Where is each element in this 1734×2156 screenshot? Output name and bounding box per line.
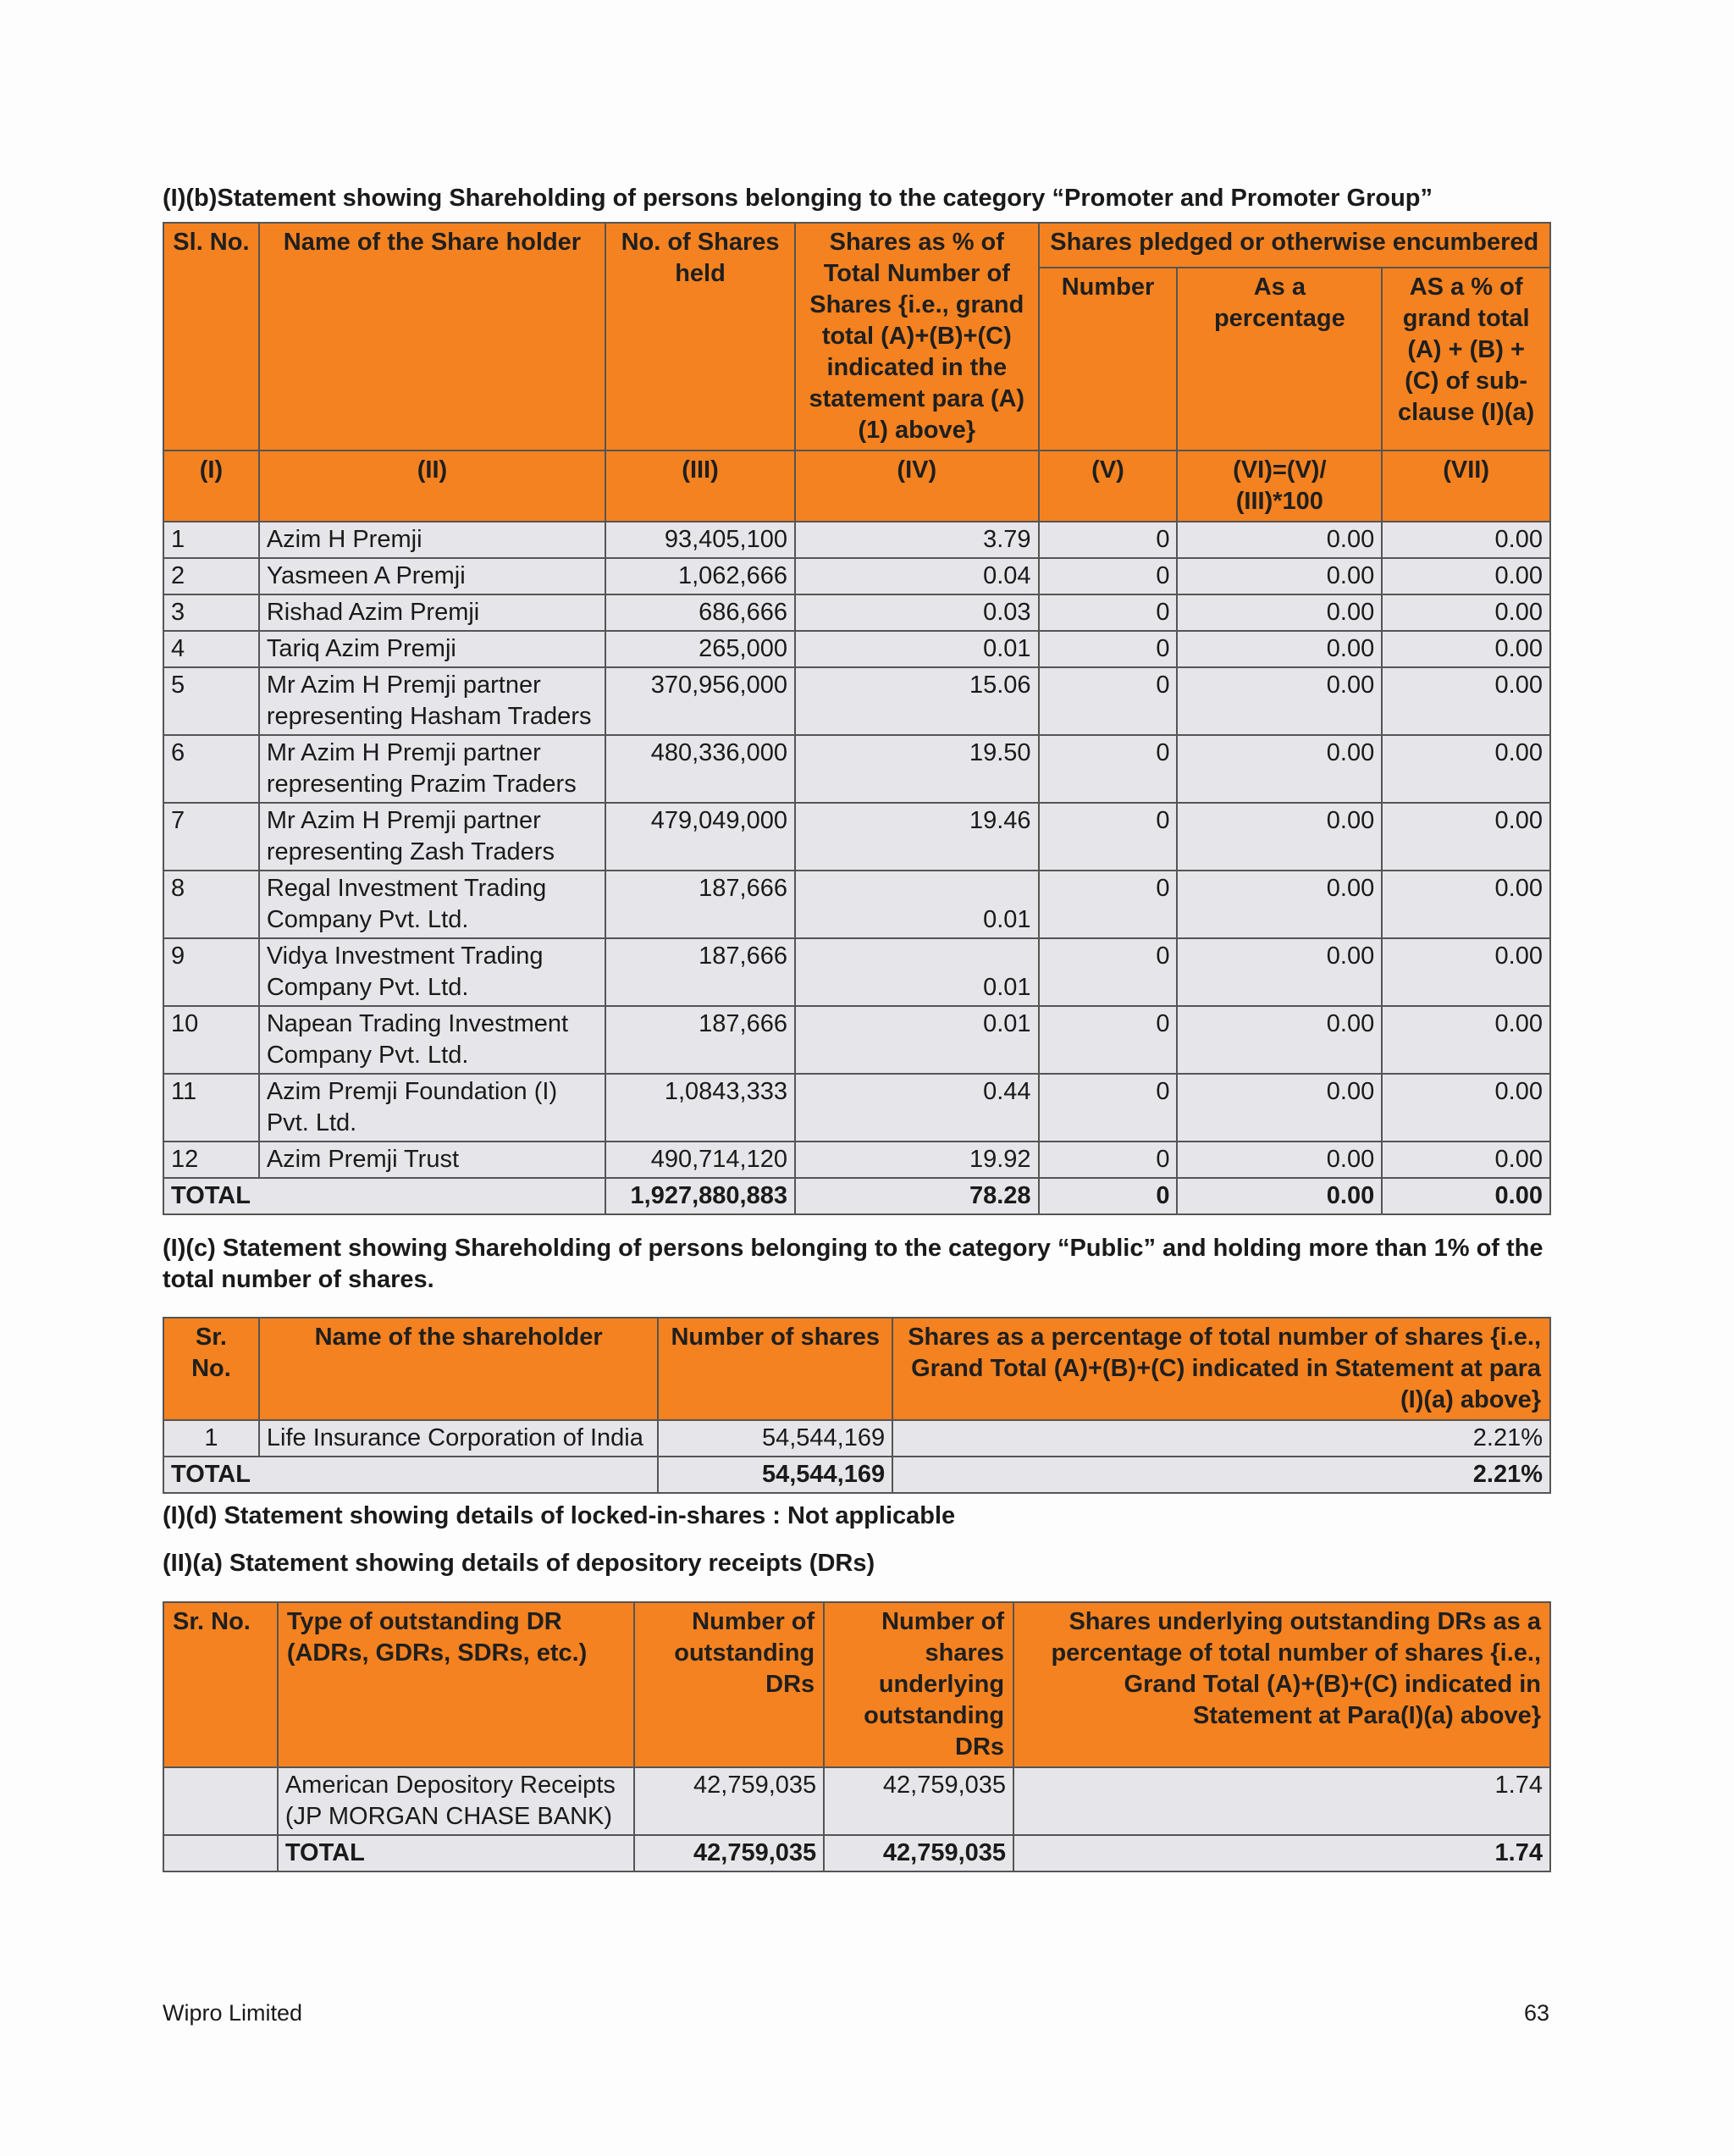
sl-no-cell: 1 xyxy=(163,522,259,558)
shares-held-cell: 265,000 xyxy=(605,631,795,667)
table-row xyxy=(163,1006,1550,1074)
sl-no-cell: 8 xyxy=(163,871,259,938)
shares-pct-cell: 0.04 xyxy=(795,558,1039,594)
pledged-as-percentage-cell: 0.00 xyxy=(1177,594,1382,631)
header-number-of-shares: Number of shares xyxy=(658,1318,892,1420)
table-row xyxy=(163,594,1550,631)
pledged-number-cell: 0 xyxy=(1039,1074,1178,1142)
total-row xyxy=(163,1835,1550,1871)
sl-no-cell: 7 xyxy=(163,803,259,871)
shareholder-name-cell: Vidya Investment Trading Company Pvt. Ltd. xyxy=(259,938,605,1006)
shares-held-cell: 187,666 xyxy=(605,871,795,938)
pledged-grand-pct-cell: 0.00 xyxy=(1382,1142,1550,1178)
roman-header-7: (VII) xyxy=(1382,451,1550,522)
sl-no-cell: 10 xyxy=(163,1006,259,1074)
pledged-as-percentage-cell: 0.00 xyxy=(1177,522,1382,558)
shares-held-cell: 480,336,000 xyxy=(605,735,795,803)
promoter-shareholding-table xyxy=(163,222,1551,1215)
table-row xyxy=(163,938,1550,1006)
pledged-number-cell: 0 xyxy=(1039,938,1178,1006)
shares-held-cell: 686,666 xyxy=(605,594,795,631)
table-row xyxy=(163,803,1550,871)
footer-company: Wipro Limited xyxy=(163,2000,303,2026)
shareholder-name-cell: Azim Premji Trust xyxy=(259,1142,605,1178)
pledged-as-percentage-cell: 0.00 xyxy=(1177,803,1382,871)
header-outstanding-drs: Number of outstanding DRs xyxy=(634,1602,824,1767)
page-number: 63 xyxy=(1523,2000,1549,2026)
header-shares-held: No. of Shares held xyxy=(605,223,795,451)
total-dr-percentage: 1.74 xyxy=(1013,1835,1550,1871)
pledged-number-cell: 0 xyxy=(1039,1006,1178,1074)
pledged-as-percentage-cell: 0.00 xyxy=(1177,735,1382,803)
shares-pct-cell: 3.79 xyxy=(795,522,1039,558)
total-shares-percentage: 2.21% xyxy=(892,1457,1550,1493)
pledged-number-cell: 0 xyxy=(1039,803,1178,871)
table-row xyxy=(163,1767,1550,1835)
shareholder-name-cell: Napean Trading Investment Company Pvt. Ltd. xyxy=(259,1006,605,1074)
total-label: TOTAL xyxy=(163,1178,605,1214)
shares-pct-cell: 0.01 xyxy=(795,938,1039,1006)
shares-held-cell: 93,405,100 xyxy=(605,522,795,558)
pledged-number-cell: 0 xyxy=(1039,522,1178,558)
pledged-number-cell: 0 xyxy=(1039,667,1178,735)
header-pledged-as-percentage: As a percentage xyxy=(1177,268,1382,451)
table-row xyxy=(163,667,1550,735)
sl-no-cell: 11 xyxy=(163,1074,259,1142)
total-number-of-shares: 54,544,169 xyxy=(658,1457,892,1493)
roman-numeral-row xyxy=(163,451,1550,522)
table-row xyxy=(163,631,1550,667)
shares-pct-cell: 0.03 xyxy=(795,594,1039,631)
pledged-as-percentage-cell: 0.00 xyxy=(1177,871,1382,938)
total-label: TOTAL xyxy=(163,1457,658,1493)
shares-pct-cell: 0.01 xyxy=(795,1006,1039,1074)
header-pledged-grand-pct: AS a % of grand total (A) + (B) + (C) of sub-clause (I)(a) xyxy=(1382,268,1550,451)
header-sr-no: Sr. No. xyxy=(163,1602,278,1767)
section-c-title: (I)(c) Statement showing Shareholding of persons belonging to the category “Public” and holding more than 1% of the total number of shares. xyxy=(163,1235,1543,1293)
shares-held-cell: 370,956,000 xyxy=(605,667,795,735)
pledged-grand-pct-cell: 0.00 xyxy=(1382,1006,1550,1074)
sl-no-cell: 2 xyxy=(163,558,259,594)
pledged-as-percentage-cell: 0.00 xyxy=(1177,938,1382,1006)
total-row xyxy=(163,1457,1550,1493)
header-shareholder-name: Name of the Share holder xyxy=(259,223,605,451)
pledged-grand-pct-cell: 0.00 xyxy=(1382,522,1550,558)
dr-percentage-cell: 1.74 xyxy=(1013,1767,1550,1835)
header-shares-pct: Shares as % of Total Number of Shares {i.e., grand total (A)+(B)+(C) indicated in the statement para (A) (1) above} xyxy=(795,223,1039,451)
shares-held-cell: 479,049,000 xyxy=(605,803,795,871)
pledged-number-cell: 0 xyxy=(1039,558,1178,594)
total-shares-pct: 78.28 xyxy=(795,1178,1039,1214)
pledged-grand-pct-cell: 0.00 xyxy=(1382,1074,1550,1142)
pledged-number-cell: 0 xyxy=(1039,631,1178,667)
shares-held-cell: 1,0843,333 xyxy=(605,1074,795,1142)
total-pledged-grand-pct: 0.00 xyxy=(1382,1178,1550,1214)
shareholder-name-cell: Mr Azim H Premji partner representing Zash Traders xyxy=(259,803,605,871)
shareholder-name-cell: Yasmeen A Premji xyxy=(259,558,605,594)
pledged-grand-pct-cell: 0.00 xyxy=(1382,631,1550,667)
pledged-as-percentage-cell: 0.00 xyxy=(1177,1074,1382,1142)
shares-pct-cell: 19.50 xyxy=(795,735,1039,803)
pledged-grand-pct-cell: 0.00 xyxy=(1382,735,1550,803)
underlying-shares-cell: 42,759,035 xyxy=(824,1767,1013,1835)
section-b-title: (I)(b)Statement showing Shareholding of persons belonging to the category “Promoter and Promoter Group” xyxy=(163,185,1433,212)
sl-no-cell: 9 xyxy=(163,938,259,1006)
table-row xyxy=(163,1074,1550,1142)
header-shares-percentage: Shares as a percentage of total number of shares {i.e., Grand Total (A)+(B)+(C) indicated in Statement at para (I)(a) above} xyxy=(892,1318,1550,1420)
header-sl-no: Sl. No. xyxy=(163,223,259,451)
pledged-number-cell: 0 xyxy=(1039,1142,1178,1178)
header-pledged-group: Shares pledged or otherwise encumbered xyxy=(1039,223,1550,268)
shareholder-name-cell: Life Insurance Corporation of India xyxy=(259,1420,658,1457)
shares-held-cell: 187,666 xyxy=(605,1006,795,1074)
total-underlying-shares: 42,759,035 xyxy=(824,1835,1013,1871)
shareholder-name-cell: Azim H Premji xyxy=(259,522,605,558)
shares-pct-cell: 0.44 xyxy=(795,1074,1039,1142)
pledged-grand-pct-cell: 0.00 xyxy=(1382,558,1550,594)
shares-held-cell: 490,714,120 xyxy=(605,1142,795,1178)
header-dr-type: Type of outstanding DR (ADRs, GDRs, SDRs, etc.) xyxy=(278,1602,634,1767)
shares-pct-cell: 15.06 xyxy=(795,667,1039,735)
total-pledged-as-percentage: 0.00 xyxy=(1177,1178,1382,1214)
pledged-as-percentage-cell: 0.00 xyxy=(1177,1006,1382,1074)
pledged-grand-pct-cell: 0.00 xyxy=(1382,803,1550,871)
table-row xyxy=(163,871,1550,938)
table-row xyxy=(163,1420,1550,1457)
table-row xyxy=(163,558,1550,594)
total-row xyxy=(163,1178,1550,1214)
sl-no-cell: 4 xyxy=(163,631,259,667)
shareholder-name-cell: Regal Investment Trading Company Pvt. Ltd. xyxy=(259,871,605,938)
shareholder-name-cell: Mr Azim H Premji partner representing Prazim Traders xyxy=(259,735,605,803)
sl-no-cell: 5 xyxy=(163,667,259,735)
shares-pct-cell: 19.46 xyxy=(795,803,1039,871)
total-outstanding-drs: 42,759,035 xyxy=(634,1835,824,1871)
roman-header-6: (VI)=(V)/ (III)*100 xyxy=(1177,451,1382,522)
shareholder-name-cell: Tariq Azim Premji xyxy=(259,631,605,667)
shares-held-cell: 187,666 xyxy=(605,938,795,1006)
sl-no-cell: 3 xyxy=(163,594,259,631)
shares-pct-cell: 0.01 xyxy=(795,631,1039,667)
total-sr-blank xyxy=(163,1835,278,1871)
header-dr-percentage: Shares underlying outstanding DRs as a percentage of total number of shares {i.e., Grand Total (A)+(B)+(C) indicated in Statement at Para(I)(a) above} xyxy=(1013,1602,1550,1767)
outstanding-drs-cell: 42,759,035 xyxy=(634,1767,824,1835)
shareholder-name-cell: Mr Azim H Premji partner representing Hasham Traders xyxy=(259,667,605,735)
pledged-grand-pct-cell: 0.00 xyxy=(1382,594,1550,631)
depository-receipts-table xyxy=(163,1601,1551,1872)
pledged-number-cell: 0 xyxy=(1039,735,1178,803)
table-row xyxy=(163,522,1550,558)
shares-pct-cell: 0.01 xyxy=(795,871,1039,938)
section-d-title: (I)(d) Statement showing details of locked-in-shares : Not applicable xyxy=(163,1502,956,1529)
pledged-as-percentage-cell: 0.00 xyxy=(1177,631,1382,667)
table-row xyxy=(163,1142,1550,1178)
dr-type-cell: American Depository Receipts (JP MORGAN CHASE BANK) xyxy=(278,1767,634,1835)
pledged-number-cell: 0 xyxy=(1039,594,1178,631)
header-underlying-shares: Number of shares underlying outstanding DRs xyxy=(824,1602,1013,1767)
shareholder-name-cell: Rishad Azim Premji xyxy=(259,594,605,631)
roman-header-5: (V) xyxy=(1039,451,1178,522)
roman-header-4: (IV) xyxy=(795,451,1039,522)
total-pledged-number: 0 xyxy=(1039,1178,1178,1214)
total-label: TOTAL xyxy=(278,1835,634,1871)
header-pledged-number: Number xyxy=(1039,268,1178,451)
shares-held-cell: 1,062,666 xyxy=(605,558,795,594)
table-row xyxy=(163,735,1550,803)
pledged-grand-pct-cell: 0.00 xyxy=(1382,667,1550,735)
sr-no-cell: 1 xyxy=(163,1420,259,1457)
header-shareholder-name: Name of the shareholder xyxy=(259,1318,658,1420)
shares-pct-cell: 19.92 xyxy=(795,1142,1039,1178)
shareholder-name-cell: Azim Premji Foundation (I) Pvt. Ltd. xyxy=(259,1074,605,1142)
total-shares-held: 1,927,880,883 xyxy=(605,1178,795,1214)
roman-header-1: (I) xyxy=(163,451,259,522)
pledged-number-cell: 0 xyxy=(1039,871,1178,938)
pledged-as-percentage-cell: 0.00 xyxy=(1177,558,1382,594)
roman-header-2: (II) xyxy=(259,451,605,522)
header-sr-no: Sr. No. xyxy=(163,1318,259,1420)
pledged-as-percentage-cell: 0.00 xyxy=(1177,1142,1382,1178)
sl-no-cell: 6 xyxy=(163,735,259,803)
public-shareholding-table xyxy=(163,1317,1551,1494)
pledged-grand-pct-cell: 0.00 xyxy=(1382,938,1550,1006)
sl-no-cell: 12 xyxy=(163,1142,259,1178)
roman-header-3: (III) xyxy=(605,451,795,522)
pledged-as-percentage-cell: 0.00 xyxy=(1177,667,1382,735)
section-ii-a-title: (II)(a) Statement showing details of depository receipts (DRs) xyxy=(163,1550,875,1577)
pledged-grand-pct-cell: 0.00 xyxy=(1382,871,1550,938)
shares-percentage-cell: 2.21% xyxy=(892,1420,1550,1457)
sr-no-cell xyxy=(163,1767,278,1835)
number-of-shares-cell: 54,544,169 xyxy=(658,1420,892,1457)
